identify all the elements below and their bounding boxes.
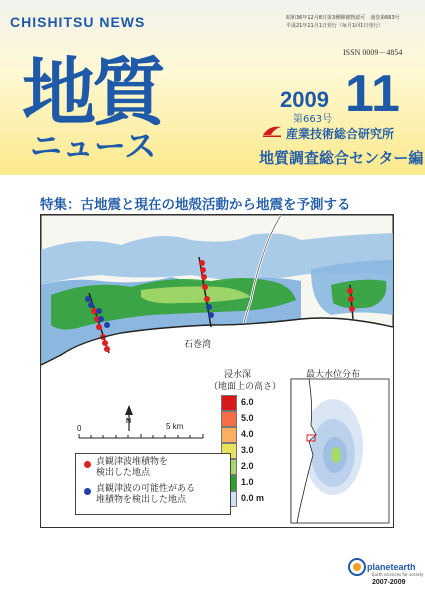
legend-swatch — [221, 427, 237, 443]
legend-level-label: 6.0 — [241, 397, 254, 407]
issn: ISSN 0009－4854 — [343, 48, 403, 57]
key-red-line-2: 検出した地点 — [96, 468, 151, 478]
cover-map — [40, 214, 394, 528]
planet-earth-text: planetearth — [367, 562, 416, 572]
issue-number: 11 — [345, 65, 400, 123]
aist-logo-icon — [262, 124, 282, 138]
issue-total: 第663号 — [293, 114, 333, 125]
legend-level-label: 1.0 — [241, 477, 254, 487]
blue-dot-icon — [84, 488, 91, 495]
key-blue-line-1: 貞観津波の可能性がある — [96, 484, 196, 494]
planet-earth-subtext: Earth sciences for society — [372, 572, 424, 577]
feature-title: 特集：古地震と現在の地殻活動から地震を予測する — [40, 197, 351, 213]
legend-level-label: 4.0 — [241, 429, 254, 439]
key-red-line-1: 貞観津波堆積物を — [96, 457, 169, 467]
legend-title: 浸水深 — [224, 370, 252, 380]
planet-earth-logo-icon — [348, 558, 366, 576]
legal-line-1: 昭和36年12月8日第3種郵便物認可 通巻第663号 — [286, 15, 400, 21]
legend-level-label: 2.0 — [241, 461, 254, 471]
scale-end: 5 km — [166, 422, 184, 431]
inset-title: 最大水位分布 — [306, 370, 361, 380]
planet-earth-years: 2007-2009 — [372, 579, 406, 586]
scale-bar — [77, 422, 203, 438]
series-title: CHISHITSU NEWS — [10, 14, 146, 30]
legend-level-label: 0.0 m — [241, 493, 265, 503]
inset-map — [291, 379, 389, 523]
legend-swatch — [221, 411, 237, 427]
magazine-logo-kanji: 地質 — [22, 50, 162, 136]
legend-swatch — [221, 395, 237, 411]
point-key — [75, 453, 231, 515]
org-name: 産業技術総合研究所 — [286, 127, 395, 141]
legend-level-label: 3.0 — [241, 445, 254, 455]
legend-level-label: 5.0 — [241, 413, 254, 423]
key-red-text — [96, 457, 168, 479]
legal-notice — [286, 14, 400, 30]
north-label: N — [126, 418, 132, 425]
bay-label: 石巻湾 — [184, 340, 212, 350]
legend-subtitle: （地面上の高さ） — [209, 382, 282, 392]
scale-zero: 0 — [77, 424, 82, 433]
key-blue-line-2: 堆積物を検出した地点 — [96, 495, 187, 505]
north-arrow-icon — [125, 405, 133, 431]
org-subname: 地質調査総合センター編 — [259, 149, 424, 167]
issue-year: 2009 — [280, 87, 329, 112]
legal-line-2: 平成21年11月1日発行（毎月1回1日発行） — [286, 23, 384, 29]
red-dot-icon — [84, 461, 91, 468]
magazine-logo-katakana: ニュース — [30, 127, 157, 165]
key-blue-text — [96, 484, 195, 506]
